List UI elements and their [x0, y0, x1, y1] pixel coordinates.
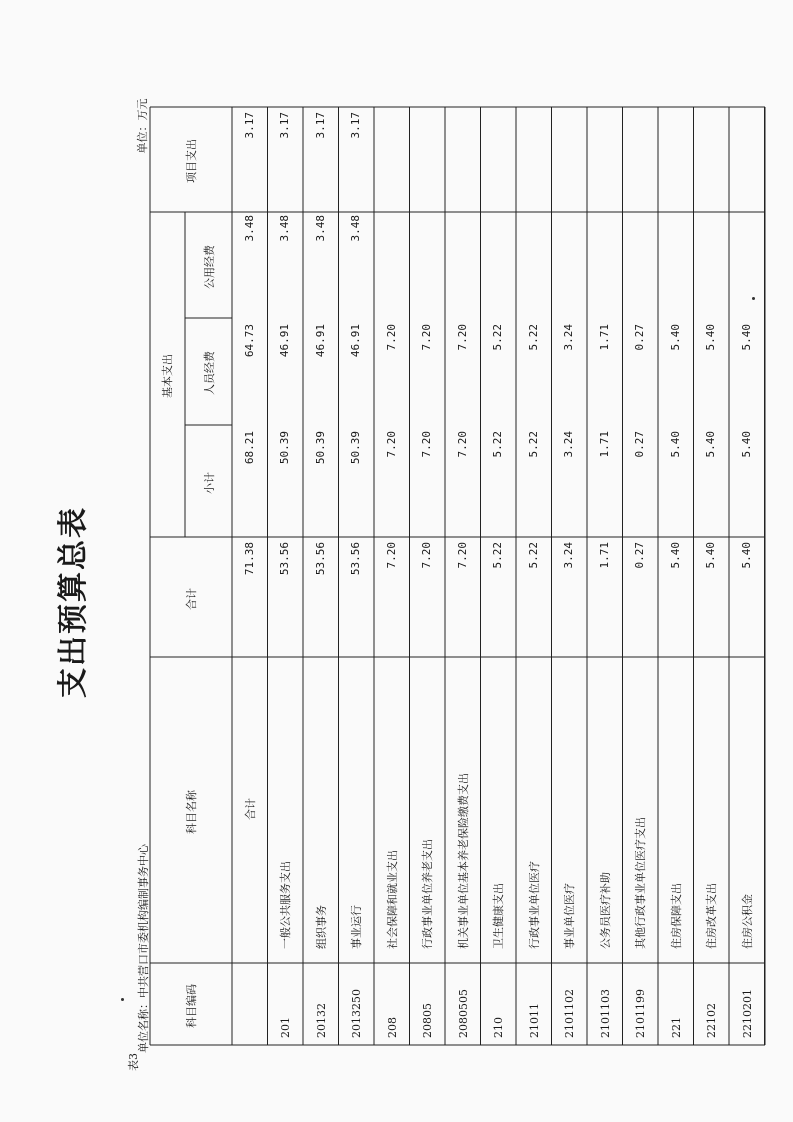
- cell-name: 组织事务: [314, 905, 328, 949]
- cell-subtotal: 50.39: [278, 431, 292, 465]
- cell-personnel: 5.40: [668, 324, 682, 351]
- cell-subtotal: 5.40: [739, 431, 753, 458]
- header-basic: 基本支出: [161, 354, 174, 398]
- cell-total: 7.20: [455, 542, 469, 569]
- cell-name: 住房公积金: [740, 894, 754, 949]
- cell-project: 3.17: [278, 112, 292, 139]
- cell-personnel: 5.22: [491, 324, 505, 351]
- cell-project: 3.17: [313, 112, 327, 139]
- cell-personnel: 7.20: [455, 324, 469, 351]
- cell-name: 事业运行: [350, 905, 364, 949]
- cell-personnel: 64.73: [242, 324, 256, 358]
- cell-name: 住房改革支出: [705, 883, 719, 949]
- cell-subtotal: 1.71: [597, 431, 611, 458]
- cell-subtotal: 68.21: [242, 431, 256, 465]
- cell-code: 20805: [421, 1003, 435, 1038]
- cell-public: 3.48: [242, 215, 256, 242]
- cell-public: 3.48: [278, 215, 292, 242]
- cell-total: 0.27: [633, 542, 647, 569]
- cell-name: 事业单位医疗: [563, 883, 577, 949]
- cell-subtotal: 7.20: [455, 431, 469, 458]
- header-total: 合计: [185, 588, 198, 610]
- cell-total: 5.40: [668, 542, 682, 569]
- cell-code: 2101199: [634, 989, 648, 1038]
- cell-total: 5.22: [491, 542, 505, 569]
- cell-subtotal: 3.24: [562, 431, 576, 458]
- cell-total: 53.56: [349, 542, 363, 576]
- scan-speck: [752, 297, 755, 300]
- header-project: 项目支出: [185, 139, 198, 183]
- cell-personnel: 5.22: [526, 324, 540, 351]
- header-code: 科目编码: [185, 984, 198, 1028]
- cell-personnel: 46.91: [313, 324, 327, 358]
- cell-subtotal: 5.22: [491, 431, 505, 458]
- cell-code: 2101102: [563, 989, 577, 1038]
- cell-personnel: 7.20: [420, 324, 434, 351]
- cell-personnel: 0.27: [633, 324, 647, 351]
- cell-total: 71.38: [242, 542, 256, 576]
- cell-name: 其他行政事业单位医疗支出: [634, 817, 648, 949]
- cell-code: 22102: [705, 1003, 719, 1038]
- cell-name: 一般公共服务支出: [279, 861, 293, 949]
- cell-personnel: 3.24: [562, 324, 576, 351]
- cell-total: 5.22: [526, 542, 540, 569]
- cell-code: 21011: [527, 1003, 541, 1038]
- cell-name: 卫生健康支出: [492, 883, 506, 949]
- cell-total: 53.56: [278, 542, 292, 576]
- cell-code: 210: [492, 1017, 506, 1038]
- cell-total: 7.20: [420, 542, 434, 569]
- cell-subtotal: 5.40: [668, 431, 682, 458]
- cell-name: 行政事业单位养老支出: [421, 839, 435, 949]
- unit-name: 单位名称：中共营口市委机构编制事务中心: [137, 844, 150, 1053]
- cell-personnel: 5.40: [739, 324, 753, 351]
- cell-code: 221: [669, 1017, 683, 1038]
- cell-total: 5.40: [704, 542, 718, 569]
- header-subtotal: 小计: [203, 472, 216, 494]
- cell-name: 公务员医疗补助: [598, 872, 612, 949]
- cell-name: 行政事业单位医疗: [527, 861, 541, 949]
- cell-subtotal: 7.20: [420, 431, 434, 458]
- cell-name: 社会保障和就业支出: [385, 850, 399, 949]
- cell-total: 5.40: [739, 542, 753, 569]
- cell-name: 合计: [243, 798, 257, 820]
- scan-speck: [121, 998, 124, 1001]
- header-name: 科目名称: [185, 790, 198, 834]
- cell-subtotal: 5.22: [526, 431, 540, 458]
- cell-personnel: 1.71: [597, 324, 611, 351]
- cell-public: 3.48: [349, 215, 363, 242]
- cell-subtotal: 0.27: [633, 431, 647, 458]
- cell-total: 1.71: [597, 542, 611, 569]
- cell-name: 机关事业单位基本养老保险缴费支出: [456, 773, 470, 949]
- cell-project: 3.17: [349, 112, 363, 139]
- cell-personnel: 7.20: [384, 324, 398, 351]
- cell-total: 7.20: [384, 542, 398, 569]
- header-personnel: 人员经费: [203, 351, 216, 395]
- table-number: 表3: [127, 1053, 140, 1071]
- header-public: 公用经费: [203, 245, 216, 289]
- cell-total: 3.24: [562, 542, 576, 569]
- cell-personnel: 46.91: [349, 324, 363, 358]
- cell-name: 住房保障支出: [669, 883, 683, 949]
- cell-personnel: 5.40: [704, 324, 718, 351]
- cell-code: 2080505: [456, 989, 470, 1038]
- cell-subtotal: 7.20: [384, 431, 398, 458]
- cell-code: 208: [385, 1017, 399, 1038]
- cell-project: 3.17: [242, 112, 256, 139]
- cell-code: 201: [279, 1017, 293, 1038]
- cell-personnel: 46.91: [278, 324, 292, 358]
- cell-subtotal: 50.39: [313, 431, 327, 465]
- cell-code: 2210201: [740, 989, 754, 1038]
- unit-label: 单位：万元: [136, 98, 149, 154]
- cell-code: 20132: [314, 1003, 328, 1038]
- cell-public: 3.48: [313, 215, 327, 242]
- cell-subtotal: 5.40: [704, 431, 718, 458]
- page-title: 支出预算总表: [56, 506, 91, 698]
- cell-subtotal: 50.39: [349, 431, 363, 465]
- cell-code: 2013250: [350, 989, 364, 1038]
- cell-total: 53.56: [313, 542, 327, 576]
- cell-code: 2101103: [598, 989, 612, 1038]
